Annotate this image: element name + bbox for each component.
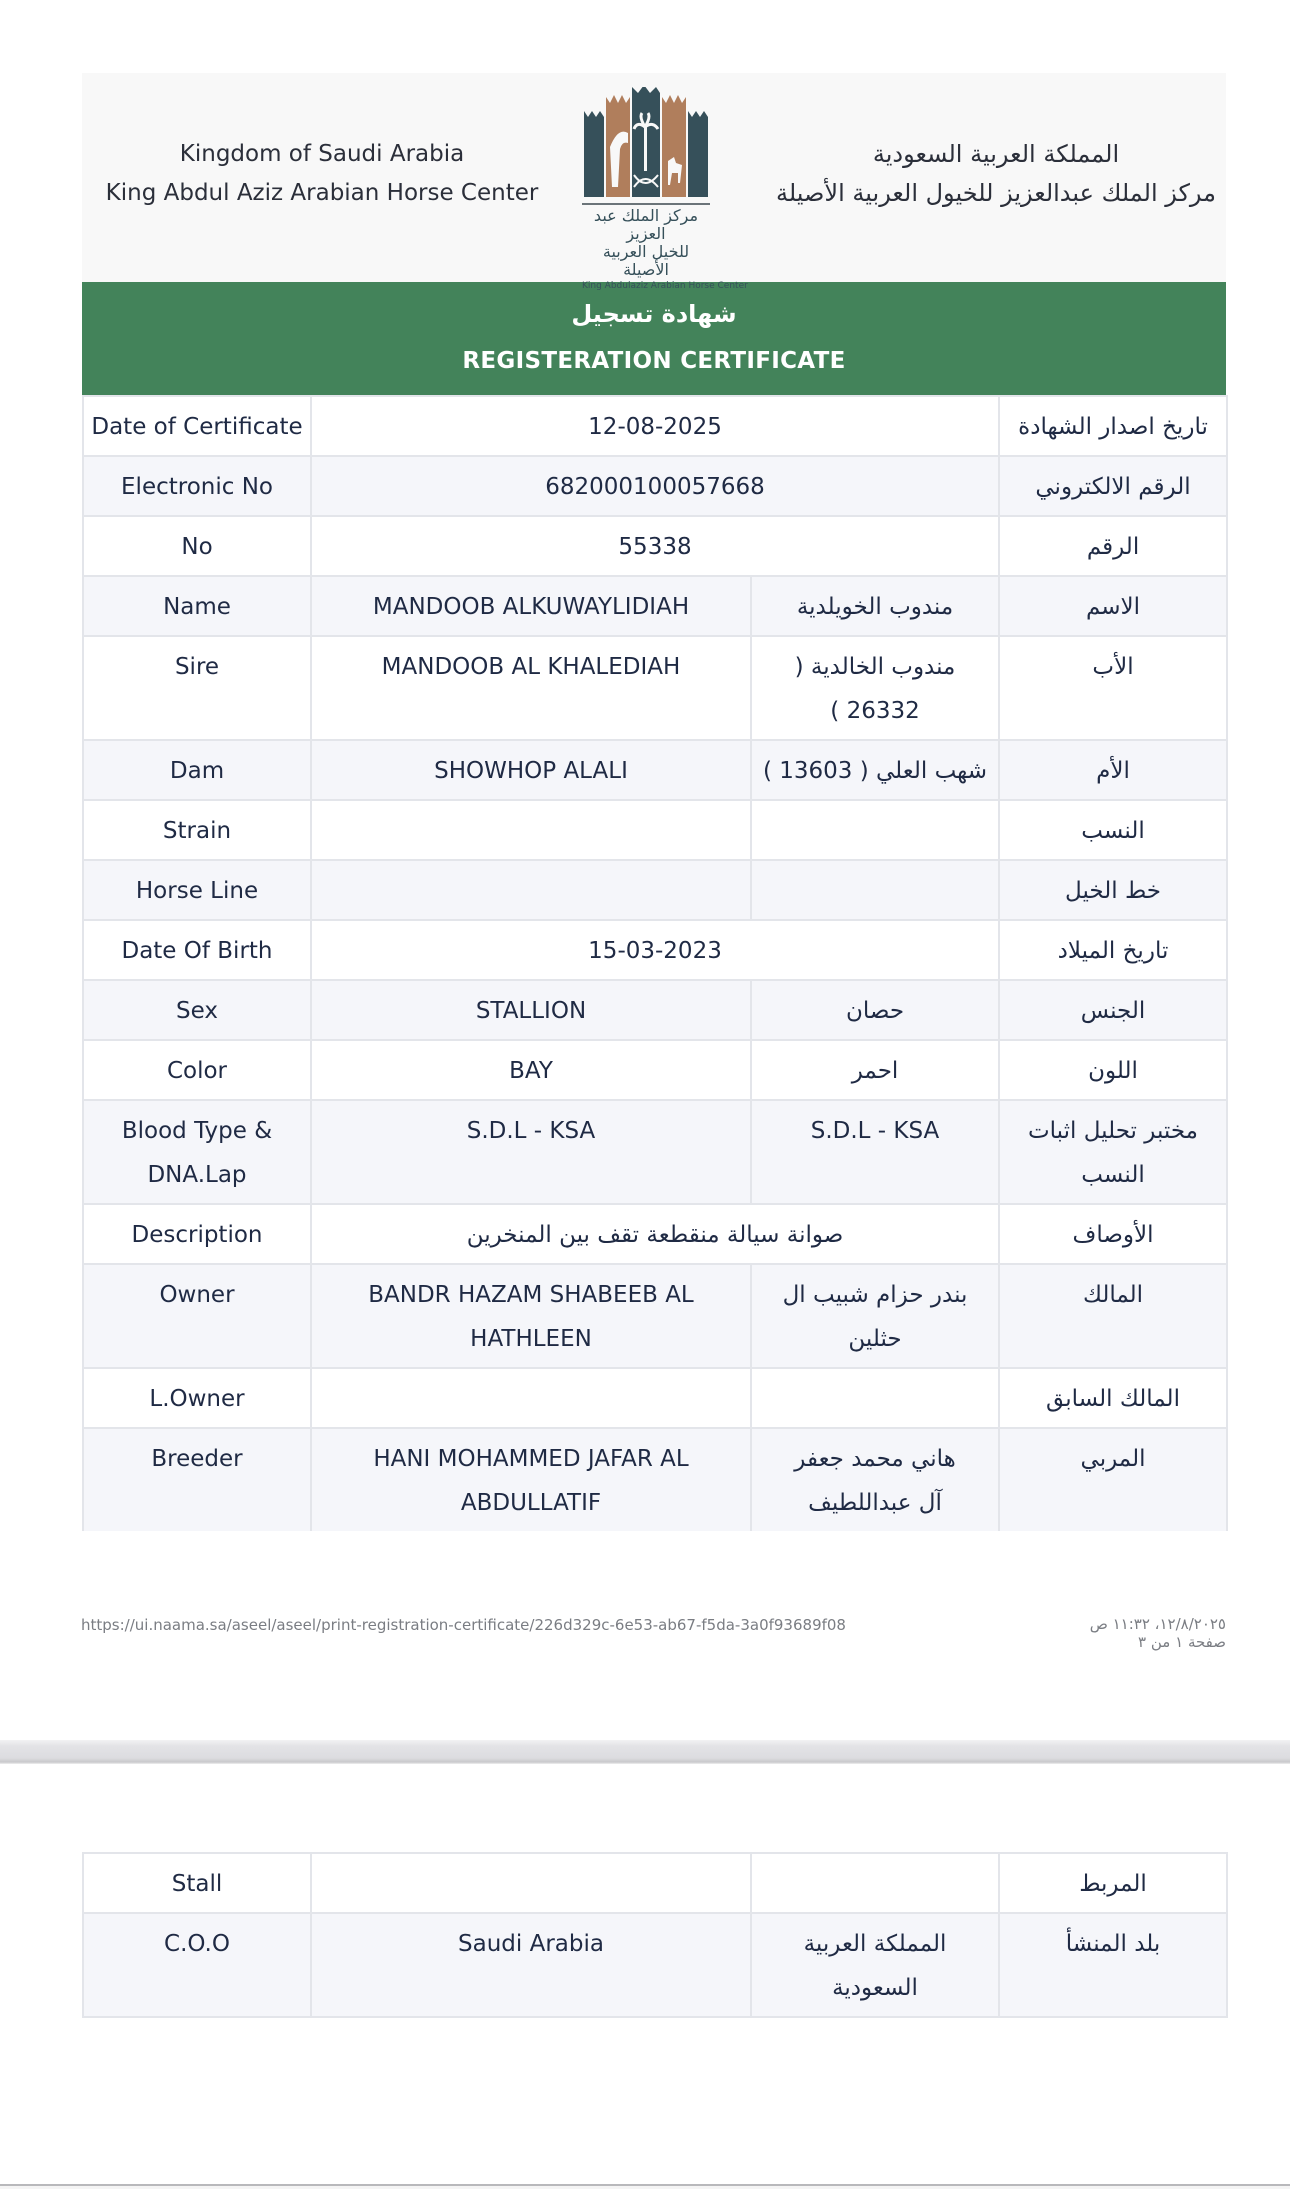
row-strain <box>83 800 1227 860</box>
value: 55338 <box>311 516 999 576</box>
row-electronic-no <box>83 456 1227 516</box>
registration-certificate <box>82 73 1226 1531</box>
label-en: No <box>83 516 311 576</box>
row-horse-line <box>83 860 1227 920</box>
header-country-ar: المملكة العربية السعودية <box>872 140 1120 168</box>
value-en: SHOWHOP ALALI <box>311 740 751 800</box>
header-country-en: Kingdom of Saudi Arabia <box>179 141 465 167</box>
row-date-of-birth <box>83 920 1227 980</box>
row-color <box>83 1040 1227 1100</box>
label-en: Strain <box>83 800 311 860</box>
logo-text-en: King Abdulaziz Arabian Horse Center <box>582 281 748 291</box>
value-en: MANDOOB AL KHALEDIAH <box>311 636 751 740</box>
label-en: Date Of Birth <box>83 920 311 980</box>
row-no <box>83 516 1227 576</box>
label-ar: الجنس <box>999 980 1227 1040</box>
label-ar: المالك السابق <box>999 1368 1227 1428</box>
print-page-2 <box>0 1764 1290 2184</box>
value: 12-08-2025 <box>311 396 999 456</box>
value-en <box>311 800 751 860</box>
row-owner <box>83 1264 1227 1368</box>
label-en: Horse Line <box>83 860 311 920</box>
label-en: Electronic No <box>83 456 311 516</box>
row-stall <box>83 1853 1227 1913</box>
value-en <box>311 860 751 920</box>
value-en: Saudi Arabia <box>311 1913 751 2017</box>
logo-text-ar-2: للخيل العربية الأصيلة <box>602 242 690 279</box>
page-separator <box>0 1740 1290 1764</box>
row-country-of-origin <box>83 1913 1227 2017</box>
label-en: Stall <box>83 1853 311 1913</box>
kaahc-logo-icon <box>582 87 762 291</box>
label-ar: الأب <box>999 636 1227 740</box>
label-en: Blood Type & DNA.Lap <box>83 1100 311 1204</box>
value: صوانة سيالة منقطعة تقف بين المنخرين <box>311 1204 999 1264</box>
value-en <box>311 1853 751 1913</box>
value: 15-03-2023 <box>311 920 999 980</box>
value-en: STALLION <box>311 980 751 1040</box>
value-en: BANDR HAZAM SHABEEB AL HATHLEEN <box>311 1264 751 1368</box>
value-ar <box>751 1368 999 1428</box>
label-ar: تاريخ الميلاد <box>999 920 1227 980</box>
label-en: Sire <box>83 636 311 740</box>
header-center-en: King Abdul Aziz Arabian Horse Center <box>105 180 539 206</box>
label-ar: مختبر تحليل اثبات النسب <box>999 1100 1227 1204</box>
print-footer-page: صفحة ١ من ٣ <box>1138 1633 1226 1651</box>
certificate-title-band <box>82 282 1226 395</box>
label-ar: بلد المنشأ <box>999 1913 1227 2017</box>
certificate-table-continued <box>82 1852 1228 2018</box>
value-en <box>311 1368 751 1428</box>
value-ar: احمر <box>751 1040 999 1100</box>
row-date-of-certificate <box>83 396 1227 456</box>
value-ar: بندر حزام شبيب ال حثلين <box>751 1264 999 1368</box>
header-english <box>82 135 562 213</box>
row-dam <box>83 740 1227 800</box>
value-ar: هاني محمد جعفر آل عبداللطيف <box>751 1428 999 1531</box>
certificate-table <box>82 395 1228 1531</box>
row-name <box>83 576 1227 636</box>
logo-text-ar-1: مركز الملك عبد العزيز <box>593 206 699 243</box>
row-description <box>83 1204 1227 1264</box>
print-footer-url: https://ui.naama.sa/aseel/aseel/print-registration-certificate/226d329c-6e53-ab67-f5da-3a0f93689f08 <box>81 1616 846 1634</box>
label-en: Description <box>83 1204 311 1264</box>
value-ar: مندوب الخالدية ( 26332 ) <box>751 636 999 740</box>
label-ar: الرقم <box>999 516 1227 576</box>
certificate-title-en: REGISTERATION CERTIFICATE <box>462 348 846 374</box>
print-footer-meta <box>1090 1615 1226 1651</box>
label-ar: تاريخ اصدار الشهادة <box>999 396 1227 456</box>
row-breeder <box>83 1428 1227 1531</box>
label-en: Date of Certificate <box>83 396 311 456</box>
label-en: Owner <box>83 1264 311 1368</box>
row-blood-type <box>83 1100 1227 1204</box>
label-en: Breeder <box>83 1428 311 1531</box>
label-en: Sex <box>83 980 311 1040</box>
label-ar: النسب <box>999 800 1227 860</box>
value-en: HANI MOHAMMED JAFAR AL ABDULLATIF <box>311 1428 751 1531</box>
registration-certificate-continued <box>82 1852 1226 2018</box>
value-en: S.D.L - KSA <box>311 1100 751 1204</box>
print-footer-datetime: ١٢/٨/٢٠٢٥، ١١:٣٢ ص <box>1089 1615 1226 1633</box>
label-en: Color <box>83 1040 311 1100</box>
header-arabic <box>766 135 1226 213</box>
label-ar: المالك <box>999 1264 1227 1368</box>
value-ar: S.D.L - KSA <box>751 1100 999 1204</box>
row-sex <box>83 980 1227 1040</box>
value-ar <box>751 1853 999 1913</box>
label-en: C.O.O <box>83 1913 311 2017</box>
value-en: BAY <box>311 1040 751 1100</box>
label-ar: الرقم الالكتروني <box>999 456 1227 516</box>
label-ar: المربط <box>999 1853 1227 1913</box>
label-ar: الاسم <box>999 576 1227 636</box>
label-en: Dam <box>83 740 311 800</box>
label-ar: المربي <box>999 1428 1227 1531</box>
value-ar: شهب العلي ( 13603 ) <box>751 740 999 800</box>
value-ar <box>751 860 999 920</box>
value-ar: مندوب الخويلدية <box>751 576 999 636</box>
label-en: Name <box>83 576 311 636</box>
label-en: L.Owner <box>83 1368 311 1428</box>
label-ar: خط الخيل <box>999 860 1227 920</box>
value-ar: حصان <box>751 980 999 1040</box>
value: 682000100057668 <box>311 456 999 516</box>
row-sire <box>83 636 1227 740</box>
label-ar: الأم <box>999 740 1227 800</box>
value-en: MANDOOB ALKUWAYLIDIAH <box>311 576 751 636</box>
row-last-owner <box>83 1368 1227 1428</box>
certificate-header <box>82 73 1226 291</box>
label-ar: الأوصاف <box>999 1204 1227 1264</box>
certificate-title-ar: شهادة تسجيل <box>571 300 737 328</box>
value-ar: المملكة العربية السعودية <box>751 1913 999 2017</box>
header-center-ar: مركز الملك عبدالعزيز للخيول العربية الأصيلة <box>775 179 1217 207</box>
value-ar <box>751 800 999 860</box>
label-ar: اللون <box>999 1040 1227 1100</box>
